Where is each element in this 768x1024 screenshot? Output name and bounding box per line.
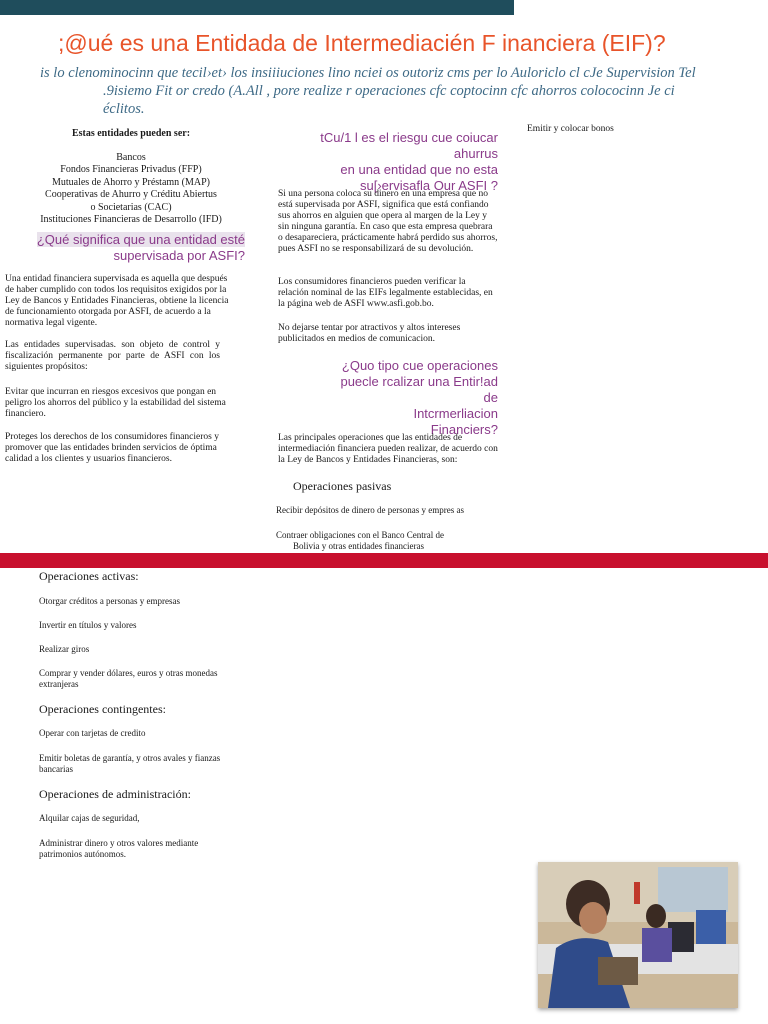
passive-operations-heading: Operaciones pasivas [293, 479, 392, 493]
subtitle-line-1: is lo clenominocinn que tecil›et› los insiiiuciones lino nciei os outoriz cms per lo Auloriclo cl cJe Supervision Tel [40, 65, 696, 81]
question-operations-heading [325, 358, 498, 438]
passive-operation-line-2: Bolivia y otras entidades financieras [293, 541, 424, 551]
question-risk-line-2: en una entidad que no esta [340, 162, 498, 177]
entity-type-item: Fondos Financieras Privadus (FFP) [60, 164, 202, 175]
question-supervised-heading [10, 232, 245, 264]
active-operation-item: Realizar giros [39, 644, 90, 654]
top-banner-bar [0, 0, 514, 15]
entity-type-item: Cooperativas de Ahurro y Créditu Abiertus [45, 189, 217, 200]
passive-operation-item: Recibir depósitos de dinero de personas y empres as [276, 505, 464, 515]
active-operation-item: Otorgar créditos a personas y empresas [39, 596, 181, 606]
supervision-purpose-paragraph: Las entidades supervisadas. son objeto de control y fiscalización permanente por parte de ASFI con los siguientes propósitos: [5, 340, 220, 372]
entity-type-bancos: Bancos [116, 151, 146, 163]
avoid-risk-paragraph: Evitar que incurran en riesgos excesivos que pongan en peligro los ahorros del público y la estabilidad del sistema financiero. [5, 387, 226, 419]
subtitle-line-2: .9isiemo Fit or credo (A.All , pore realize r operaciones cfc coptocinn cfc ahorros colococinn Je ci éclitos. [103, 83, 675, 117]
contingent-operation-item: Emitir boletas de garantía, y otros avales y fianzas bancarias [39, 753, 221, 774]
entity-types-heading: Estas entidades pueden ser: [71, 128, 191, 139]
passive-operation-line-1: Contraer obligaciones con el Banco Central de [276, 530, 444, 540]
issue-bonds-item: Emitir y colocar bonos [527, 124, 614, 134]
question-risk-heading [290, 130, 498, 194]
question-risk-line-1: tCu/1 l es el riesgu cue coiucar ahurrus [320, 130, 498, 161]
passive-operation-item [276, 530, 476, 552]
warning-paragraph: No dejarse tentar por atractivos y altos intereses publicitados en medios de comunicacion. [278, 323, 461, 344]
active-operation-item: Invertir en títulos y valores [39, 620, 137, 630]
photo-frame [538, 862, 738, 1008]
red-divider-bar [0, 553, 768, 568]
question-operations-line-3: Intcrmerliacion [413, 406, 498, 421]
active-operation-item: Comprar y vender dólares, euros y otras monedas extranjeras [39, 668, 218, 689]
entity-type-item: Mutuales de Ahorro y Préstamn (MAP) [51, 176, 211, 188]
contingent-operation-item: Operar con tarjetas de credito [39, 728, 146, 738]
protect-rights-paragraph: Proteges los derechos de los consumidores financieros y promover que las entidades brinden servicios de óptima calidad a los clientes y usuarios financieros. [5, 432, 219, 464]
question-risk-line-3: su[›ervisafla Our ASFI ? [360, 178, 498, 193]
question-operations-line-2: puecle rcalizar una Entir!ad de [340, 374, 498, 405]
supervised-definition-paragraph: Una entidad financiera supervisada es aquella que después de haber cumplido con todos los requisitos exigidos por la Ley de Bancos y Entidades Financieras, obtiene la licencia de funcionamiento otorgada por ASFI, de acuerdo a la normativa legal vigente. [5, 274, 229, 328]
risk-explanation-paragraph: Si una persona coloca su dinero en una empresa que no está supervisada por ASFI, significa que está confiando sus ahorros en alguien que opera al margen de la Ley y sin ninguna garantía. En caso que esta empresa quebrara o desapareciera, prácticamente habrá perdido sus ahorros, pues ASFI no se responsabilizará de su devolución. [278, 189, 498, 254]
administration-operation-item: Administrar dinero y otros valores mediante patrimonios autónomos. [39, 838, 199, 859]
question-operations-line-1: ¿Quo tipo cue operaciones [341, 358, 498, 373]
active-operations-heading: Operaciones activas: [39, 569, 139, 583]
entity-type-item: o Societarias (CAC) [90, 201, 172, 213]
contingent-operations-heading: Operaciones contingentes: [39, 702, 166, 716]
administration-operations-heading: Operaciones de administración: [39, 787, 191, 801]
bank-counter-photo [538, 862, 738, 1008]
operations-intro-paragraph: Las principales operaciones que las entidades de intermediación financiera pueden realizar, de acuerdo con la Ley de Bancos y Entidades Financieras, son: [278, 433, 498, 465]
entity-types-section [5, 128, 257, 227]
page-title: ;@ué es una Entidada de Intermediacién F inanciera (EIF)? [58, 30, 666, 56]
question-operations-line-4: Financiers? [430, 422, 498, 437]
verify-entities-paragraph: Los consumidores financieros pueden verificar la relación nominal de las EIFs legalmente establecidas, en la página web de ASFI www.asfi.gob.bo. [278, 277, 493, 309]
administration-operation-item: Alquilar cajas de seguridad, [39, 813, 140, 823]
question-supervised-line-1: ¿Qué significa que una entidad esté [36, 232, 245, 247]
entity-type-item: Instituciones Financieras de Desarrollo (IFD) [40, 214, 222, 225]
question-supervised-line-2: supervisada por ASFI? [113, 248, 245, 263]
bank-teller-illustration [538, 862, 738, 1008]
